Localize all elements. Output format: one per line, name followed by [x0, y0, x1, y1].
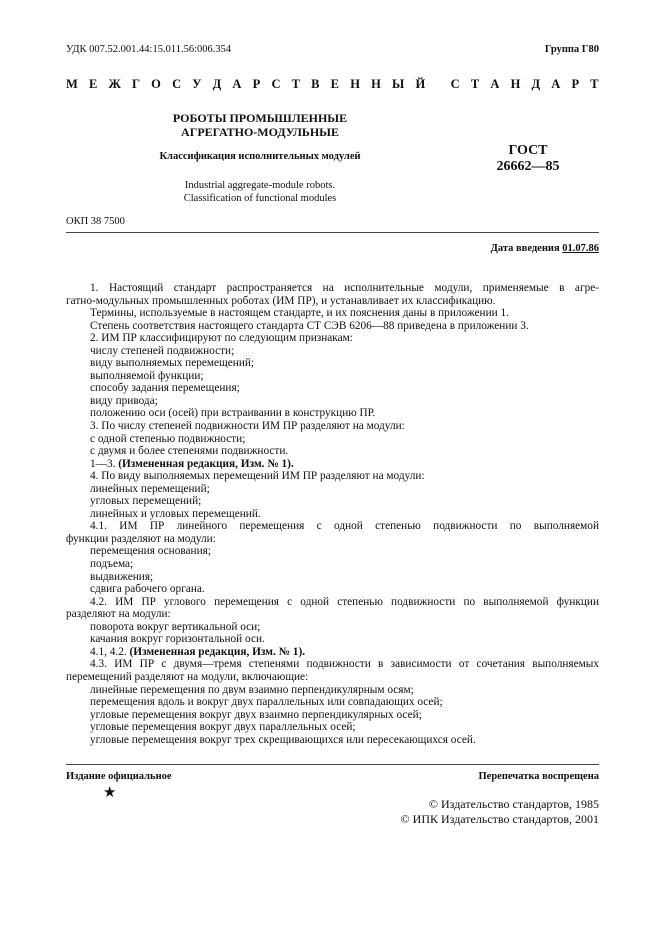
banner-letter: С [271, 77, 281, 91]
body-line-text: положению оси (осей) при встраивании в конструкцию ПР. [90, 407, 376, 420]
body-line [90, 633, 599, 646]
body-line [90, 658, 599, 671]
body-line-text: линейных перемещений; [90, 482, 210, 495]
body-line-text: угловые перемещения вокруг двух взаимно перпендикулярных осей; [90, 708, 422, 721]
body-line-text: выдвижения; [90, 570, 154, 583]
body-line-text: разделяют на модули: [66, 608, 171, 621]
copyright-line-2: © ИПК Издательство стандартов, 2001 [400, 812, 599, 826]
banner-letter: Ы [392, 77, 405, 91]
body-line [90, 332, 599, 345]
body-line-text: 1—3. [90, 457, 119, 470]
body-line-text: угловых перемещений; [90, 495, 202, 508]
document-title [130, 111, 390, 139]
banner-letter: Т [590, 77, 599, 91]
body-line [66, 608, 599, 621]
body-line [66, 671, 599, 684]
body-line-text: линейные перемещения по двум взаимно перпендикулярным осям; [90, 683, 414, 696]
banner-letter: У [192, 77, 202, 91]
banner-letter: Ж [108, 77, 121, 91]
title-line-2: АГРЕГАТНО-МОДУЛЬНЫЕ [181, 125, 339, 139]
official-edition-label: Издание официальное [66, 771, 172, 782]
banner-letter: Р [252, 77, 261, 91]
body-line-text: перемещений разделяют на модули, включающие: [66, 670, 309, 683]
gost-number: 26662—85 [496, 159, 560, 174]
footer-divider [66, 764, 599, 765]
body-line-text: 2. ИМ ПР классифицируют по следующим признакам: [90, 332, 353, 345]
banner-letter: Н [510, 77, 521, 91]
banner-letter: С [450, 77, 460, 91]
body-line-text: Термины, используемые в настоящем стандарте, и их пояснения даны в приложении 1. [90, 307, 509, 320]
body-line-text: качания вокруг горизонтальной оси. [90, 633, 265, 646]
body-line-text: виду выполняемых перемещений; [90, 357, 255, 370]
copyright-block [401, 797, 599, 827]
body-line-text: 4. По виду выполняемых перемещений ИМ ПР разделяют на модули: [90, 470, 425, 483]
group-code: Группа Г80 [544, 44, 599, 55]
body-line [90, 583, 599, 596]
interstate-standard-banner [66, 77, 599, 92]
body-line [90, 445, 599, 458]
banner-letter: Р [571, 77, 580, 91]
body-line [90, 545, 599, 558]
body-line-text: числу степеней подвижности; [90, 344, 235, 357]
english-title-line-1: Industrial aggregate-module robots. [184, 180, 336, 191]
star-icon: ★ [103, 785, 117, 801]
body-line [90, 420, 599, 433]
body-line [90, 433, 599, 446]
body-line-text: линейных и угловых перемещений. [90, 507, 261, 520]
gost-designation [478, 143, 578, 175]
body-line [66, 295, 599, 308]
title-line-1: РОБОТЫ ПРОМЫШЛЕННЫЕ [172, 111, 348, 125]
body-line-text: 4.1, 4.2. [90, 645, 130, 658]
amendment-note: (Измененная редакция, Изм. № 1). [129, 645, 306, 658]
body-line [66, 533, 599, 546]
body-line-text: перемещения основания; [90, 545, 211, 558]
banner-letter: А [551, 77, 561, 91]
body-line [90, 483, 599, 496]
reprint-prohibited-label: Перепечатка воспрещена [478, 771, 599, 782]
document-subtitle: Классификация исполнительных модулей [159, 151, 361, 162]
body-line-text: 3. По числу степеней подвижности ИМ ПР разделяют на модули: [90, 420, 405, 433]
banner-letter: Д [212, 77, 222, 91]
body-line [90, 495, 599, 508]
body-line-text: способу задания перемещения; [90, 382, 240, 395]
body-line-text: 4.2. ИМ ПР углового перемещения с одной степенью подвижности по выполняемой функции [90, 595, 599, 608]
body-line [90, 621, 599, 634]
body-line [90, 407, 599, 420]
body-line [90, 684, 599, 697]
body-line [90, 382, 599, 395]
banner-letter: О [151, 77, 161, 91]
udk-code: УДК 007.52.001.44:15.011.56:006.354 [66, 44, 232, 55]
banner-letter: С [172, 77, 182, 91]
header-divider [66, 232, 599, 233]
body-line-text: перемещения вдоль и вокруг двух параллельных или совпадающих осей; [90, 696, 443, 709]
body-line [90, 395, 599, 408]
body-line-text: функции разделяют на модули: [66, 532, 216, 545]
body-line-text: 1. Настоящий стандарт распространяется на исполнительные модули, применяемые в агре- [90, 282, 599, 294]
body-line [90, 709, 599, 722]
english-title-line-2: Classification of functional modules [183, 193, 337, 204]
body-line [90, 571, 599, 584]
english-title [130, 179, 390, 205]
body-line-text: гатно-модульных промышленных роботах (ИМ ПР), и устанавливает их классификацию. [66, 294, 496, 307]
body-line-text: виду привода; [90, 394, 158, 407]
body-line [90, 345, 599, 358]
body-line [90, 320, 599, 333]
banner-letter: А [232, 77, 242, 91]
gost-label: ГОСТ [508, 143, 548, 158]
effective-date-value: 01.07.86 [562, 243, 599, 254]
body-line [90, 370, 599, 383]
copyright-line-1: © Издательство стандартов, 1985 [428, 797, 599, 811]
banner-letter: Д [531, 77, 541, 91]
body-line-text: выполняемой функции; [90, 369, 204, 382]
body-line [90, 596, 599, 609]
banner-letter: Н [350, 77, 360, 91]
body-line-text: угловые перемещения вокруг трех скрещивающихся или пересекающихся осей. [90, 733, 476, 746]
banner-letter: Г [132, 77, 140, 91]
banner-letter: Й [415, 77, 426, 91]
banner-letter: Е [330, 77, 340, 91]
body-line [90, 734, 599, 747]
body-line [90, 508, 599, 521]
banner-letter: Т [291, 77, 300, 91]
body-line [90, 282, 599, 295]
body-line [90, 558, 599, 571]
banner-letter: Е [88, 77, 98, 91]
okp-code: ОКП 38 7500 [66, 216, 125, 227]
effective-date-label: Дата введения [490, 243, 563, 254]
banner-letter [436, 77, 439, 92]
body-line-text: с двумя и более степенями подвижности. [90, 445, 289, 458]
body-line-text: Степень соответствия настоящего стандарта СТ СЭВ 6206—88 приведена в приложении 3. [90, 319, 529, 332]
body-line-text: сдвига рабочего органа. [90, 583, 205, 596]
body-line [90, 646, 599, 659]
body-line-text: с одной степенью подвижности; [90, 432, 246, 445]
body-line [90, 307, 599, 320]
body-line-text: подъема; [90, 558, 134, 571]
banner-letter: В [311, 77, 320, 91]
body-line-text: угловые перемещения вокруг двух параллельных осей; [90, 721, 356, 734]
body-line [90, 458, 599, 471]
banner-letter: М [66, 77, 78, 91]
amendment-note: (Измененная редакция, Изм. № 1). [118, 457, 294, 470]
banner-letter: Н [371, 77, 381, 91]
body-line [90, 520, 599, 533]
body-line [90, 470, 599, 483]
banner-letter: Т [470, 77, 480, 91]
body-line-text: 4.3. ИМ ПР с двумя—тремя степенями подвижности в зависимости от сочетания выполняемых [90, 658, 599, 671]
banner-letter: А [490, 77, 500, 91]
body-line-text: 4.1. ИМ ПР линейного перемещения с одной степенью подвижности по выполняемой [90, 520, 599, 533]
document-body [66, 282, 599, 746]
body-line [90, 357, 599, 370]
effective-date [491, 243, 599, 254]
body-line-text: поворота вокруг вертикальной оси; [90, 620, 261, 633]
body-line [90, 696, 599, 709]
body-line [90, 721, 599, 734]
